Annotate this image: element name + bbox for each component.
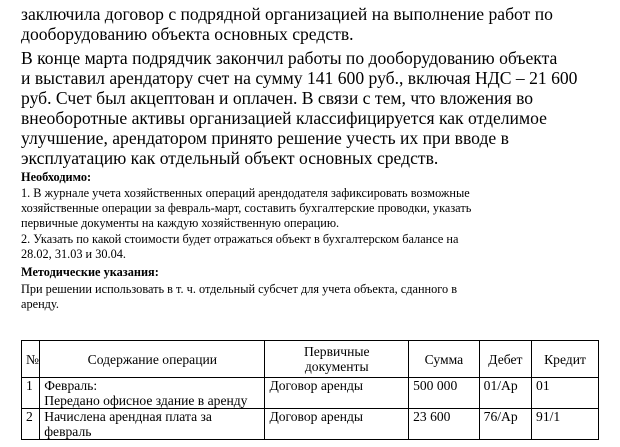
cell-credit: 91/1	[532, 409, 599, 440]
operations-table	[21, 340, 599, 440]
cell-description-line: февраль	[44, 424, 92, 439]
cell-amount: 500 000	[409, 378, 480, 409]
paragraph-line: руб. Счет был акцептован и оплачен. В связи с тем, что вложения во	[21, 88, 534, 108]
cell-debit: 01/Ар	[479, 378, 531, 409]
cell-document: Договор аренды	[265, 409, 409, 440]
paragraph-line: дооборудованию объекта основных средств.	[21, 24, 354, 44]
guidelines-line: При решении использовать в т. ч. отдельный субсчет для учета объекта, сданного в	[21, 282, 458, 296]
cell-description	[40, 409, 265, 440]
cell-description-line: Передано офисное здание в аренду	[44, 393, 248, 408]
cell-no: 2	[22, 409, 40, 440]
cell-amount: 23 600	[409, 409, 480, 440]
cell-debit: 76/Ар	[479, 409, 531, 440]
guidelines-line: аренду.	[21, 297, 59, 311]
header-documents-line: Первичные	[303, 344, 370, 359]
paragraph-line: эксплуатацию как отдельный объект основных средств.	[21, 148, 439, 168]
required-line: первичные документы на каждую хозяйственную операцию.	[21, 216, 340, 230]
cell-credit: 01	[532, 378, 599, 409]
paragraph-line: внеоборотные активы организацией классифицируется как отделимое	[21, 108, 547, 128]
cell-description-line: Февраль:	[44, 378, 98, 393]
header-documents-line: документы	[304, 359, 369, 374]
guidelines-heading: Методические указания:	[21, 265, 159, 279]
cell-no: 1	[22, 378, 40, 409]
required-line: 28.02, 31.03 и 30.04.	[21, 247, 126, 261]
header-debit: Дебет	[479, 341, 531, 378]
paragraph-line: улучшение, арендатором принято решение учесть их при вводе в	[21, 128, 509, 148]
paragraph-line: и выставил арендатору счет на сумму 141 600 руб., включая НДС – 21 600	[21, 68, 578, 88]
header-amount: Сумма	[409, 341, 480, 378]
cell-description-line: Начислена арендная плата за	[44, 409, 212, 424]
required-line: 2. Указать по какой стоимости будет отражаться объект в бухгалтерском балансе на	[21, 232, 459, 246]
cell-description	[40, 378, 265, 409]
header-description: Содержание операции	[40, 341, 265, 378]
header-documents	[265, 341, 409, 378]
paragraph-line: заключила договор с подрядной организацией на выполнение работ по	[21, 4, 553, 24]
cell-document: Договор аренды	[265, 378, 409, 409]
required-heading: Необходимо:	[21, 170, 92, 184]
header-no: №	[22, 341, 40, 378]
required-line: хозяйственные операции за февраль-март, составить бухгалтерские проводки, указать	[21, 201, 472, 215]
table-row	[22, 409, 599, 440]
table-header-row	[22, 341, 599, 378]
required-line: 1. В журнале учета хозяйственных операций арендодателя зафиксировать возможные	[21, 186, 470, 200]
header-credit: Кредит	[532, 341, 599, 378]
paragraph-line: В конце марта подрядчик закончил работы по дооборудованию объекта	[21, 48, 558, 68]
table-row	[22, 378, 599, 409]
